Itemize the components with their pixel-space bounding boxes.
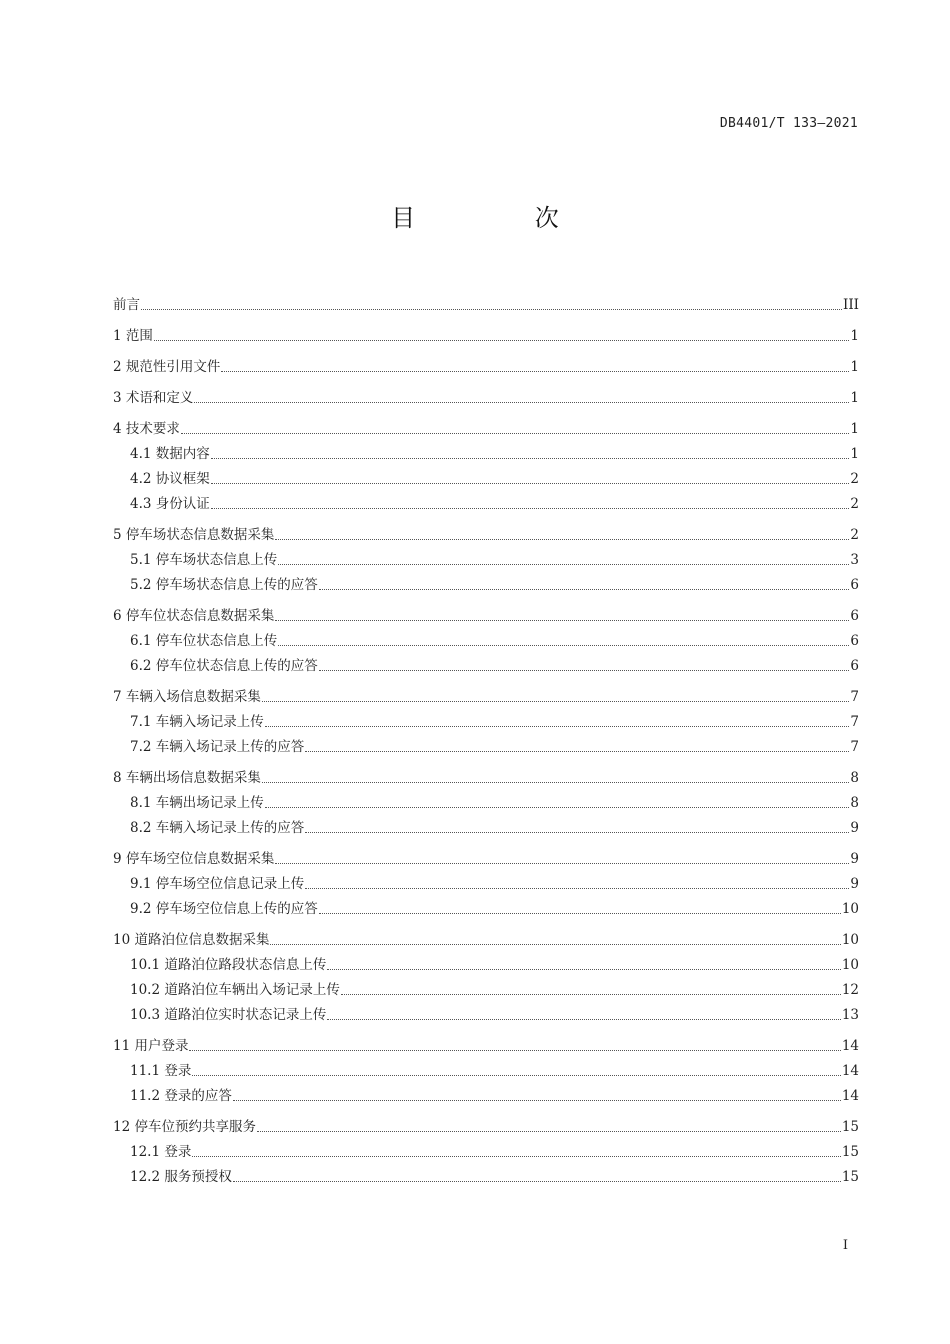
dot-leader bbox=[305, 750, 849, 752]
toc-section-entry[interactable] bbox=[113, 438, 859, 463]
toc-section-entry[interactable] bbox=[113, 625, 859, 650]
dot-leader bbox=[262, 700, 850, 702]
toc-entry-page: 7 bbox=[850, 714, 859, 730]
toc-entry-page: 14 bbox=[841, 1063, 859, 1079]
dot-leader bbox=[154, 339, 850, 341]
toc-entry-label: 4.1 数据内容 bbox=[130, 446, 210, 462]
dot-leader bbox=[233, 1099, 841, 1101]
toc-entry-page: 9 bbox=[850, 820, 859, 836]
toc-entry-page: 12 bbox=[841, 982, 859, 998]
dot-leader bbox=[278, 644, 849, 646]
toc-entry-label: 9 停车场空位信息数据采集 bbox=[113, 851, 275, 867]
toc-entry-label: 12.1 登录 bbox=[130, 1144, 192, 1160]
toc-entry-label: 4.2 协议框架 bbox=[130, 471, 210, 487]
dot-leader bbox=[341, 993, 841, 995]
toc-section-entry[interactable] bbox=[113, 1136, 859, 1161]
toc-entry-label: 10.3 道路泊位实时状态记录上传 bbox=[130, 1007, 327, 1023]
toc-section-entry[interactable] bbox=[113, 544, 859, 569]
toc-entry-page: 15 bbox=[841, 1144, 859, 1160]
toc-section-entry[interactable] bbox=[113, 949, 859, 974]
toc-chapter-entry[interactable] bbox=[113, 376, 859, 407]
toc-section-entry[interactable] bbox=[113, 1055, 859, 1080]
toc-entry-page: 1 bbox=[850, 421, 859, 437]
toc-entry-page: 8 bbox=[850, 770, 859, 786]
toc-chapter-entry[interactable] bbox=[113, 756, 859, 787]
toc-entry-label: 11 用户登录 bbox=[113, 1038, 189, 1054]
toc-section-entry[interactable] bbox=[113, 868, 859, 893]
toc-section-entry[interactable] bbox=[113, 999, 859, 1024]
toc-chapter-entry[interactable] bbox=[113, 918, 859, 949]
dot-leader bbox=[319, 912, 841, 914]
toc-entry-label: 5 停车场状态信息数据采集 bbox=[113, 527, 275, 543]
toc-entry-page: 13 bbox=[841, 1007, 859, 1023]
toc-entry-label: 1 范围 bbox=[113, 328, 153, 344]
dot-leader bbox=[265, 725, 850, 727]
toc-section-entry[interactable] bbox=[113, 1161, 859, 1186]
toc-entry-label: 4.3 身份认证 bbox=[130, 496, 210, 512]
dot-leader bbox=[305, 887, 849, 889]
dot-leader bbox=[233, 1180, 841, 1182]
toc-entry-label: 9.2 停车场空位信息上传的应答 bbox=[130, 901, 318, 917]
toc-entry-label: 7 车辆入场信息数据采集 bbox=[113, 689, 261, 705]
toc-entry-label: 8.1 车辆出场记录上传 bbox=[130, 795, 264, 811]
toc-section-entry[interactable] bbox=[113, 787, 859, 812]
toc-entry-page: 10 bbox=[841, 901, 859, 917]
dot-leader bbox=[192, 1074, 840, 1076]
toc-entry-label: 2 规范性引用文件 bbox=[113, 359, 221, 375]
dot-leader bbox=[327, 968, 840, 970]
toc-entry-page: 2 bbox=[850, 527, 859, 543]
toc-entry-page: 9 bbox=[850, 876, 859, 892]
toc-entry-label: 11.2 登录的应答 bbox=[130, 1088, 232, 1104]
toc-chapter-entry[interactable] bbox=[113, 837, 859, 868]
dot-leader bbox=[265, 806, 850, 808]
toc-entry-page: 15 bbox=[841, 1119, 859, 1135]
toc-section-entry[interactable] bbox=[113, 569, 859, 594]
dot-leader bbox=[211, 507, 850, 509]
dot-leader bbox=[305, 831, 849, 833]
toc-entry-page: 2 bbox=[850, 496, 859, 512]
toc-entry-label: 前言 bbox=[113, 297, 140, 313]
toc-entry-label: 12 停车位预约共享服务 bbox=[113, 1119, 256, 1135]
toc-chapter-entry[interactable] bbox=[113, 1105, 859, 1136]
toc-chapter-entry[interactable] bbox=[113, 594, 859, 625]
toc-section-entry[interactable] bbox=[113, 650, 859, 675]
toc-entry-page: 3 bbox=[850, 552, 859, 568]
toc-entry-page: 6 bbox=[850, 658, 859, 674]
toc-section-entry[interactable] bbox=[113, 488, 859, 513]
toc-section-entry[interactable] bbox=[113, 974, 859, 999]
dot-leader bbox=[319, 669, 850, 671]
toc-entry-label: 8 车辆出场信息数据采集 bbox=[113, 770, 261, 786]
dot-leader bbox=[211, 457, 850, 459]
toc-entry-label: 6.1 停车位状态信息上传 bbox=[130, 633, 278, 649]
toc-chapter-entry[interactable] bbox=[113, 314, 859, 345]
toc-entry-label: 10.2 道路泊位车辆出入场记录上传 bbox=[130, 982, 340, 998]
toc-entry-page: 6 bbox=[850, 577, 859, 593]
toc-chapter-entry[interactable] bbox=[113, 345, 859, 376]
toc-entry-label: 3 术语和定义 bbox=[113, 390, 194, 406]
dot-leader bbox=[319, 588, 850, 590]
dot-leader bbox=[262, 781, 850, 783]
toc-section-entry[interactable] bbox=[113, 1080, 859, 1105]
table-of-contents bbox=[113, 283, 859, 1186]
toc-entry-page: 6 bbox=[850, 633, 859, 649]
toc-entry-page: 1 bbox=[850, 328, 859, 344]
toc-chapter-entry[interactable] bbox=[113, 675, 859, 706]
dot-leader bbox=[275, 619, 849, 621]
dot-leader bbox=[257, 1130, 841, 1132]
toc-entry-page: 7 bbox=[850, 689, 859, 705]
toc-entry-label: 10 道路泊位信息数据采集 bbox=[113, 932, 270, 948]
toc-entry-label: 4 技术要求 bbox=[113, 421, 180, 437]
toc-entry-page: 1 bbox=[850, 390, 859, 406]
toc-entry-label: 5.1 停车场状态信息上传 bbox=[130, 552, 278, 568]
dot-leader bbox=[181, 432, 850, 434]
toc-entry-page: 14 bbox=[841, 1088, 859, 1104]
toc-chapter-entry[interactable] bbox=[113, 407, 859, 438]
page-number: I bbox=[842, 1238, 848, 1253]
toc-entry-page: III bbox=[843, 297, 859, 313]
toc-entry-label: 7.2 车辆入场记录上传的应答 bbox=[130, 739, 305, 755]
toc-entry-page: 6 bbox=[850, 608, 859, 624]
toc-entry-page: 10 bbox=[841, 957, 859, 973]
toc-entry-label: 5.2 停车场状态信息上传的应答 bbox=[130, 577, 318, 593]
toc-section-entry[interactable] bbox=[113, 812, 859, 837]
toc-entry-page: 1 bbox=[850, 446, 859, 462]
toc-entry-page: 1 bbox=[850, 359, 859, 375]
dot-leader bbox=[327, 1018, 840, 1020]
dot-leader bbox=[194, 401, 849, 403]
toc-entry-label: 10.1 道路泊位路段状态信息上传 bbox=[130, 957, 327, 973]
toc-entry-label: 6.2 停车位状态信息上传的应答 bbox=[130, 658, 318, 674]
dot-leader bbox=[189, 1049, 840, 1051]
toc-entry-label: 11.1 登录 bbox=[130, 1063, 192, 1079]
dot-leader bbox=[275, 862, 849, 864]
dot-leader bbox=[141, 308, 842, 310]
toc-section-entry[interactable] bbox=[113, 706, 859, 731]
toc-section-entry[interactable] bbox=[113, 463, 859, 488]
toc-entry-label: 9.1 停车场空位信息记录上传 bbox=[130, 876, 305, 892]
toc-entry-page: 9 bbox=[850, 851, 859, 867]
toc-entry-label: 8.2 车辆入场记录上传的应答 bbox=[130, 820, 305, 836]
dot-leader bbox=[270, 943, 840, 945]
toc-entry-page: 14 bbox=[841, 1038, 859, 1054]
toc-chapter-entry[interactable] bbox=[113, 283, 859, 314]
toc-entry-page: 2 bbox=[850, 471, 859, 487]
toc-section-entry[interactable] bbox=[113, 893, 859, 918]
document-id: DB4401/T 133—2021 bbox=[719, 116, 858, 131]
toc-chapter-entry[interactable] bbox=[113, 1024, 859, 1055]
dot-leader bbox=[275, 538, 849, 540]
dot-leader bbox=[192, 1155, 840, 1157]
toc-entry-label: 7.1 车辆入场记录上传 bbox=[130, 714, 264, 730]
toc-entry-page: 15 bbox=[841, 1169, 859, 1185]
toc-entry-label: 6 停车位状态信息数据采集 bbox=[113, 608, 275, 624]
toc-chapter-entry[interactable] bbox=[113, 513, 859, 544]
dot-leader bbox=[278, 563, 849, 565]
dot-leader bbox=[211, 482, 850, 484]
dot-leader bbox=[221, 370, 849, 372]
toc-entry-page: 10 bbox=[841, 932, 859, 948]
toc-entry-page: 7 bbox=[850, 739, 859, 755]
toc-entry-page: 8 bbox=[850, 795, 859, 811]
toc-entry-label: 12.2 服务预授权 bbox=[130, 1169, 232, 1185]
page-title: 目 次 bbox=[391, 204, 615, 232]
toc-section-entry[interactable] bbox=[113, 731, 859, 756]
